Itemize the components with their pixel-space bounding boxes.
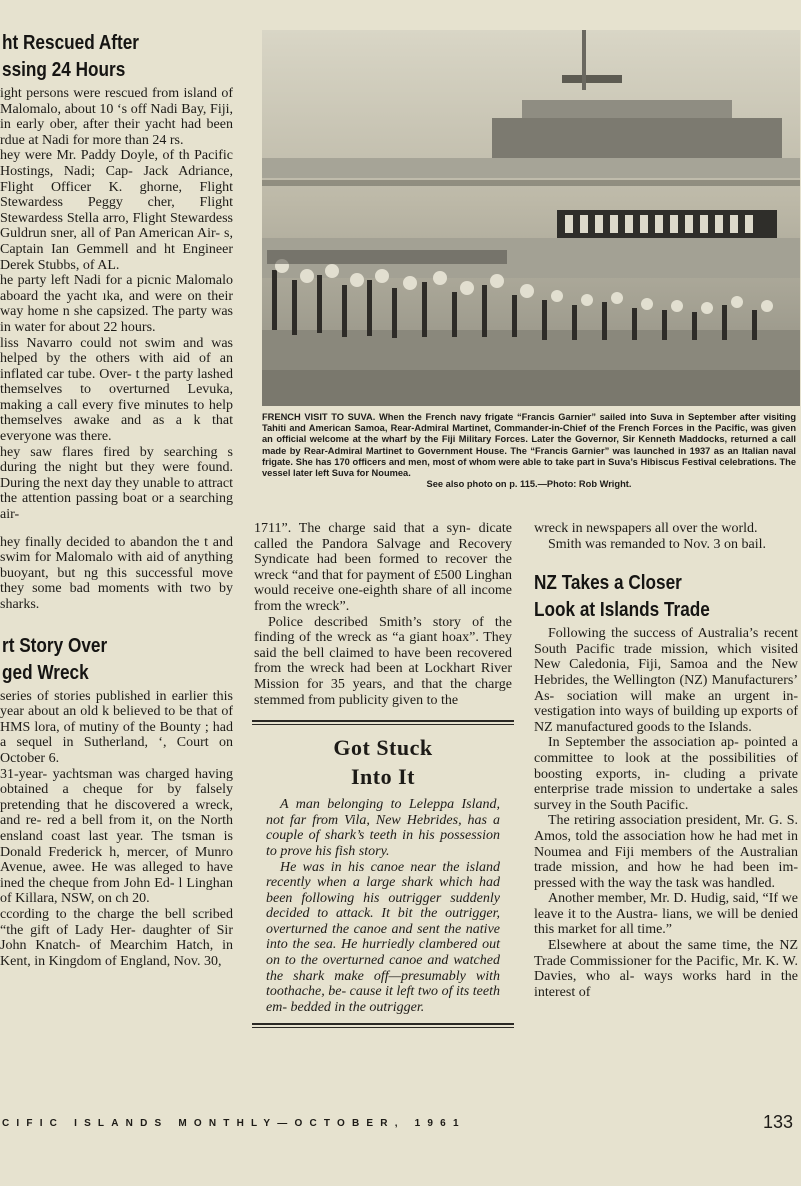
caption-photo-credit: See also photo on p. 115.—Photo: Rob Wright. — [426, 479, 632, 490]
headline-line: Look at Islands Trade — [534, 599, 710, 622]
headline-line: rt Story Over — [2, 634, 108, 657]
paragraph: In September the association ap- pointed a committee to look at the possibilities of boosting exports, in- cluding a private enterprise trade mission to undertake a sales survey in the South Pacific. — [534, 735, 798, 813]
right-column — [534, 521, 798, 1106]
headline-line: Got Stuck — [333, 735, 433, 761]
headline-line: Into It — [350, 764, 415, 790]
page-number: 133 — [762, 1112, 793, 1132]
photo-caption — [262, 412, 796, 490]
headline-line: ht Rescued After — [2, 32, 139, 54]
paragraph: He was in his canoe near the island recently when a large shark which had been following his outrigger suddenly decided to attack. It bit the outrigger, overturned the canoe and sent the native into the sea. He hurriedly clambered out on to the overturned canoe and watched the shark make off—presumably with toothache, be- cause it left two of its teeth em- bedded in the outrigger. — [266, 859, 500, 1015]
story-headline — [2, 30, 201, 84]
paragraph: hey saw flares fired by searching s during the night but they were found. During the next day they unable to attract the attention passing boat or a searching air- — [0, 444, 233, 523]
story-body — [0, 86, 233, 613]
caption-text: When the French navy frigate “Francis Garnier” sailed into Suva in September after visiting Tahiti and American Samoa, Rear-Admiral Martinet, Commander-in-Chief of the French Forces in the Pacific, was given an official welcome at the wharf by the Fiji Military Forces. Later the Governor, Sir Kenneth Maddocks, returned a call made by Rear-Admiral Martinet to Government House. The “Francis Garnier” was launched in 1937 as an Italian naval frigate. She has 170 officers and men, most of whom were able to take part in Suva’s Hibiscus Festival celebrations. The vessel later left Suva for Noumea. — [262, 412, 797, 479]
paragraph: liss Navarro could not swim and was helped by the others with aid of an inflated car tube. Over- t the party lashed themselves to overturned Levuka, making a call every five minutes to help themselves awake and as a k that everyone was there. — [0, 335, 233, 445]
paragraph: Police described Smith’s story of the finding of the wreck as “a giant hoax”. They said the bell claimed to have been recovered from the wreck had been at Lockhart River Mission for 35 years, and that the charge stemmed from publicity given to the — [254, 614, 512, 708]
left-column — [0, 30, 233, 1105]
paragraph: A man belonging to Leleppa Island, not far from Vila, New Hebrides, has a couple of shark’s teeth in his possession to prove his fish story. — [266, 797, 500, 859]
box-bottom-rule — [252, 1023, 514, 1028]
middle-column — [252, 521, 514, 1106]
story-body — [0, 689, 233, 970]
paragraph: 1711”. The charge said that a syn- dicate called the Pandora Salvage and Recovery Syndicate had been formed to recover the wreck “and that for payment of £500 Linghan would receive one-eighth share of all income from the wreck”. — [254, 521, 512, 614]
box-top-rule — [252, 720, 514, 725]
paragraph: ccording to the charge the bell scribed “the gift of Lady Her- daughter of Sir John Knatch- of Mearchim Hatch, in Kent, in Kingdom of England, Nov. 30, — [0, 906, 233, 969]
photo-image — [262, 30, 800, 406]
naval-ceremony-photo — [262, 30, 800, 406]
story-headline — [2, 633, 201, 687]
paragraph: Following the success of Australia’s recent South Pacific trade mission, which visited New Caledonia, Fiji, Samoa and the New Hebrides, the Wellington (NZ) Manufacturers’ As- sociation will make an urgent in- vestigation into ways of building up exports of NZ manufactured goods to the Islands. — [534, 626, 798, 735]
boxed-story — [252, 725, 514, 1019]
paragraph: The retiring association president, Mr. G. S. Amos, told the association how he had met in Noumea and Fiji members of the Australian trade mission, and how he had been im- pressed with the way the task was handled. — [534, 813, 798, 891]
paragraph: ight persons were rescued from island of Malomalo, about 10 ‘s off Nadi Bay, Fiji, in early ober, after their yacht had been rdue at Nadi for more than 24 rs. — [0, 86, 233, 148]
paragraph: series of stories published in earlier this year about an old k believed to be that of HMS lora, of mutiny of the Bounty ; had a sequel in Sutherland, ‘, Court on October 6. — [0, 688, 233, 766]
headline-line: NZ Takes a Closer — [534, 572, 682, 595]
paragraph: wreck in newspapers all over the world. — [534, 521, 758, 536]
paragraph: Another member, Mr. D. Hudig, said, “If we leave it to the Austra- lians, we will be denied this market for all time.” — [534, 891, 798, 938]
story-body — [534, 626, 798, 1000]
paragraph: hey were Mr. Paddy Doyle, of th Pacific Hostings, Nadi; Cap- Jack Adriance, Flight Officer K. ghorne, Flight Stewardess Peggy cher, Flight Stewardess Stella arro, Flight Stewardess Guldrun sner, all of Pan American Air- s, Captain Ian Gemmell and ht Engineer Derek Stubbs, of AL. — [0, 148, 233, 273]
paragraph: Smith was remanded to Nov. 3 on bail. — [548, 536, 767, 552]
paragraph: he party left Nadi for a picnic Malomalo aboard the yacht ıka, and were on their way home n she capsized. The party was in water for about 22 hours. — [0, 273, 233, 335]
caption-title: FRENCH VISIT TO SUVA. — [262, 412, 376, 422]
headline-line: ssing 24 Hours — [2, 59, 126, 81]
headline-line: ged Wreck — [2, 661, 89, 684]
box-headline — [266, 733, 500, 791]
story-headline — [534, 570, 761, 624]
paragraph: 31-year- yachtsman was charged having obtained a cheque for by falsely pretending that he discovered a wreck, and re- red a bell from it, on the North ensland coast last year. The tsman is Donald Frederick h, mercer, of Munro Avenue, awee. He was alleged to have ined the cheque from John Ed- l Linghan of Killara, NSW, on ch 20. — [0, 766, 233, 907]
continued-text — [252, 521, 514, 708]
running-title: CIFIC ISLANDS MONTHLY—OCTOBER, 1961 — [2, 1118, 466, 1129]
paragraph: hey finally decided to abandon the t and swim for Malomalo with aid of anything buoyant, but ng this successful move they some bad moments with two by sharks. — [0, 534, 233, 612]
page-footer — [0, 1112, 801, 1136]
paragraph: Elsewhere at about the same time, the NZ Trade Commissioner for the Pacific, Mr. K. W. Davies, who al- ways works hard in the interest of — [534, 938, 798, 1000]
